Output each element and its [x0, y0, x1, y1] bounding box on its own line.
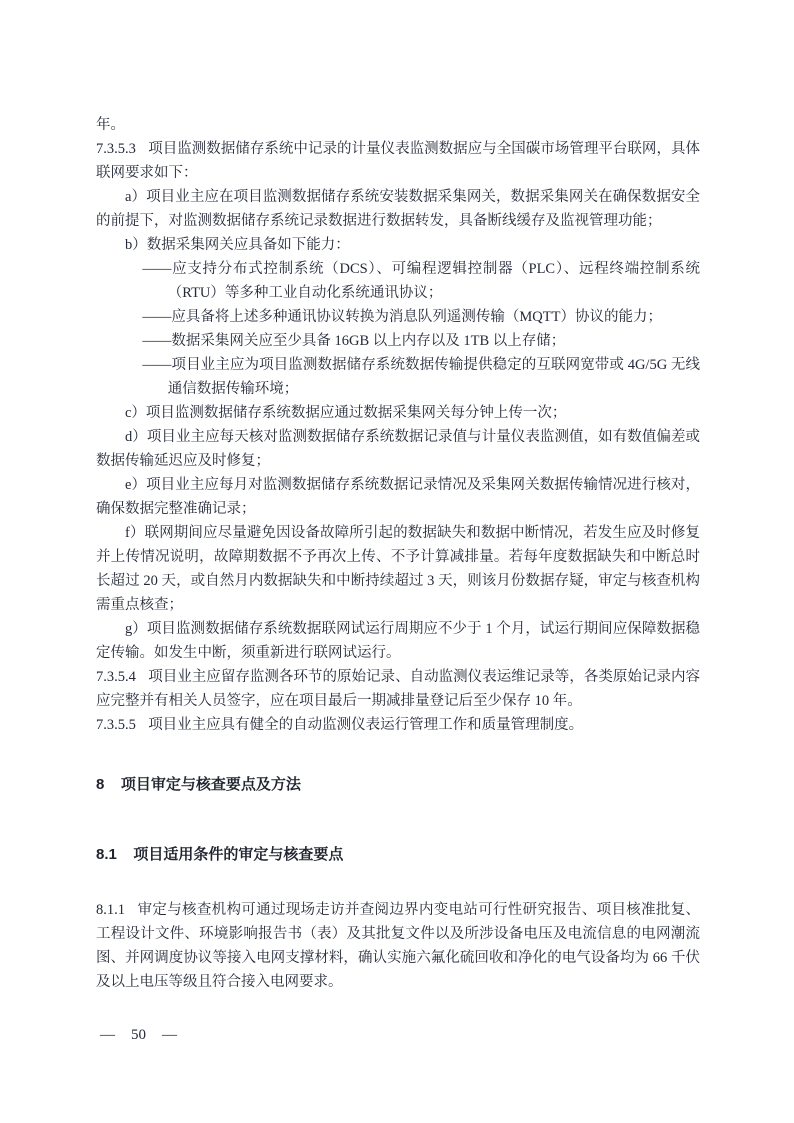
- page-footer: [100, 1023, 177, 1047]
- heading-text: 项目审定与核查要点及方法: [120, 776, 301, 793]
- clause-text: 项目监测数据储存系统中记录的计量仪表监测数据应与全国碳市场管理平台联网，具体联网要求如下：: [96, 141, 700, 181]
- list-item-d: d）项目业主应每天核对监测数据储存系统数据记录值与计量仪表监测值，如有数值偏差或数据传输延迟应及时修复；: [96, 429, 700, 469]
- clause-7-3-5-5: [96, 713, 700, 737]
- clause-7-3-5-4: [96, 665, 700, 713]
- footer-right-dash: —: [162, 1027, 177, 1043]
- clause-text: 项目业主应具有健全的自动监测仪表运行管理工作和质量管理制度。: [148, 717, 584, 733]
- list-item-b: b）数据采集网关应具备如下能力：: [125, 237, 350, 253]
- clause-number: 7.3.5.5: [96, 717, 136, 733]
- section-heading-8: [96, 773, 700, 797]
- gateway-capability-item: ——应具备将上述多种通讯协议转换为消息队列遥测传输（MQTT）协议的能力；: [142, 309, 662, 325]
- clause-7-3-5-3: [96, 137, 700, 185]
- clause-text: 项目业主应留存监测各环节的原始记录、自动监测仪表运维记录等，各类原始记录内容应完整并有相关人员签字，应在项目最后一期减排量登记后至少保存 10 年。: [96, 669, 700, 709]
- clause-number: 8.1.1: [96, 902, 125, 918]
- clause-8-1-1: [96, 898, 700, 994]
- heading-text: 项目适用条件的审定与核查要点: [133, 846, 344, 863]
- list-item-c: c）项目监测数据储存系统数据应通过数据采集网关每分钟上传一次；: [125, 405, 567, 421]
- clause-number: 7.3.5.4: [96, 669, 136, 685]
- heading-number: 8.1: [96, 846, 117, 863]
- clause-number: 7.3.5.3: [96, 141, 136, 157]
- list-item-a: a）项目业主应在项目监测数据储存系统安装数据采集网关，数据采集网关在确保数据安全的前提下，对监测数据储存系统记录数据进行数据转发，具备断线缓存及监视管理功能；: [96, 189, 700, 229]
- clause-text: 审定与核查机构可通过现场走访并查阅边界内变电站可行性研究报告、项目核准批复、工程设计文件、环境影响报告书（表）及其批复文件以及所涉设备电压及电流信息的电网潮流图、并网调度协议等接入电网支撑材料，确认实施六氟化硫回收和净化的电气设备均为 66 千伏及以上电压等级且符合接入电网要求。: [96, 902, 700, 990]
- list-item-f: f）联网期间应尽量避免因设备故障所引起的数据缺失和数据中断情况，若发生应及时修复并上传情况说明，故障期数据不予再次上传、不予计算减排量。若每年度数据缺失和中断总时长超过 20 天，或自然月内数据缺失和中断持续超过 3 天，则该月份数据存疑，审定与核查机构需重点核查；: [96, 525, 700, 613]
- continuation-line: 年。: [96, 117, 125, 133]
- gateway-capability-item: ——项目业主应为项目监测数据储存系统数据传输提供稳定的互联网宽带或 4G/5G 无线通信数据传输环境；: [142, 357, 700, 397]
- footer-left-dash: —: [100, 1027, 115, 1043]
- section-heading-8-1: [96, 843, 700, 867]
- gateway-capability-item: ——应支持分布式控制系统（DCS）、可编程逻辑控制器（PLC）、远程终端控制系统（RTU）等多种工业自动化系统通讯协议；: [142, 261, 700, 301]
- heading-number: 8: [96, 776, 105, 793]
- list-item-g: g）项目监测数据储存系统数据联网试运行周期应不少于 1 个月，试运行期间应保障数据稳定传输。如发生中断，须重新进行联网试运行。: [96, 621, 700, 661]
- gateway-capability-item: ——数据采集网关应至少具备 16GB 以上内存以及 1TB 以上存储；: [142, 333, 566, 349]
- page-number: 50: [131, 1027, 146, 1043]
- list-item-e: e）项目业主应每月对监测数据储存系统数据记录情况及采集网关数据传输情况进行核对，确保数据完整准确记录；: [96, 477, 700, 517]
